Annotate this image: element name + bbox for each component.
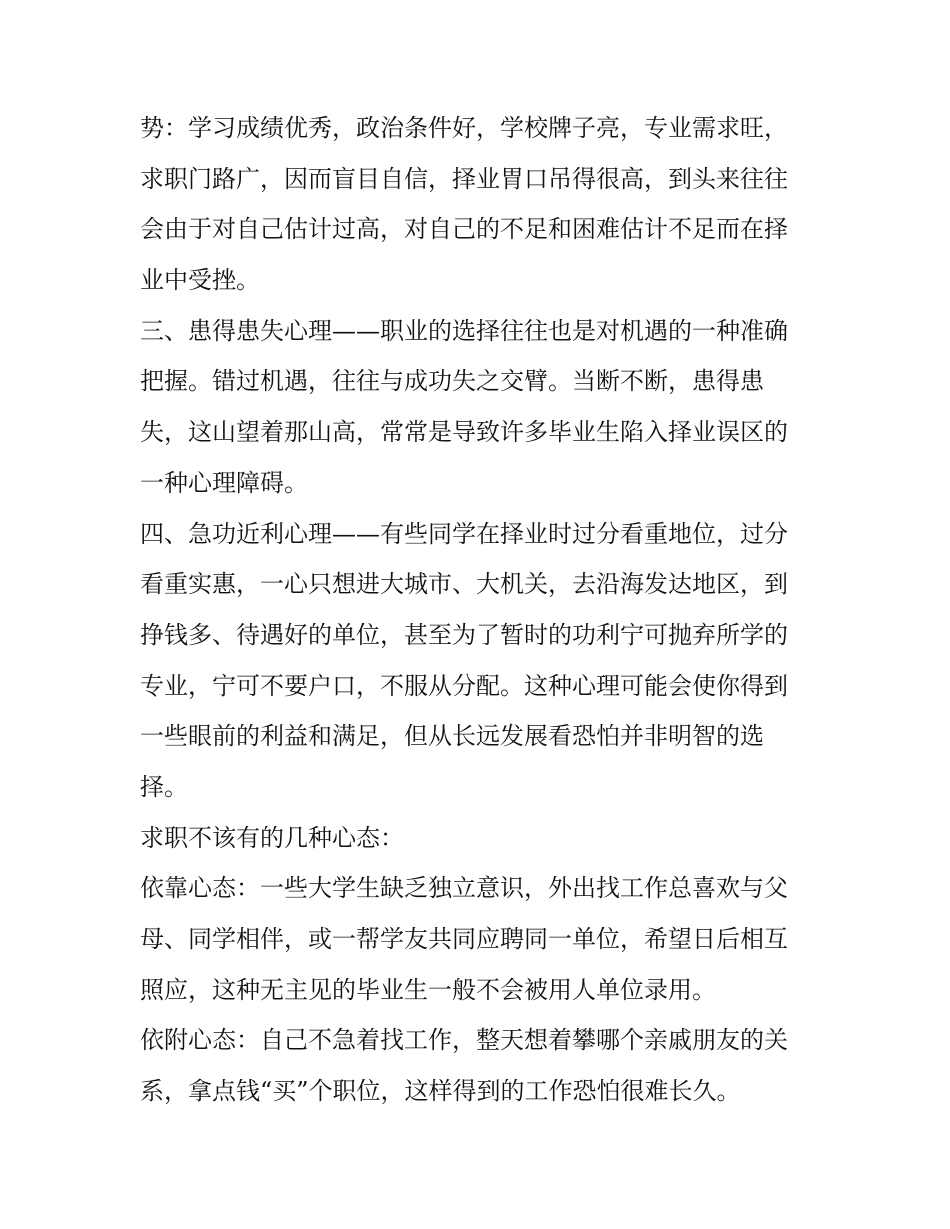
text-line: 看重实惠，一心只想进大城市、大机关，去沿海发达地区，到 [140, 570, 788, 599]
text-line: 择。 [140, 772, 188, 801]
text-line: 业中受挫。 [140, 266, 260, 295]
text-line: 把握。错过机遇，往往与成功失之交臂。当断不断，患得患 [140, 367, 764, 396]
text-line: 势：学习成绩优秀，政治条件好，学校牌子亮，专业需求旺， [140, 114, 788, 142]
text-line: 一种心理障碍。 [140, 468, 308, 497]
text-line: 专业，宁可不要户口，不服从分配。这种心理可能会使你得到 [140, 671, 788, 700]
text-line: 母、同学相伴，或一帮学友共同应聘同一单位，希望日后相互 [140, 925, 788, 953]
text-line: 一些眼前的利益和满足，但从长远发展看恐怕并非明智的选 [140, 722, 764, 751]
text-line: 依附心态：自己不急着找工作，整天想着攀哪个亲戚朋友的关 [140, 1026, 788, 1055]
text-line: 系，拿点钱“买”个职位，这样得到的工作恐怕很难长久。 [140, 1077, 741, 1106]
text-line: 依靠心态：一些大学生缺乏独立意识，外出找工作总喜欢与父 [140, 874, 788, 903]
text-line: 照应，这种无主见的毕业生一般不会被用人单位录用。 [140, 975, 716, 1004]
text-line: 会由于对自己估计过高，对自己的不足和困难估计不足而在择 [140, 215, 788, 244]
text-line: 四、急功近利心理——有些同学在择业时过分看重地位，过分 [140, 519, 788, 548]
text-line: 失，这山望着那山高，常常是导致许多毕业生陷入择业误区的 [140, 418, 788, 447]
text-line: 三、患得患失心理——职业的选择往往也是对机遇的一种准确 [140, 316, 788, 345]
text-line: 求职不该有的几种心态： [140, 823, 404, 852]
text-line: 求职门路广，因而盲目自信，择业胃口吊得很高，到头来往往 [140, 164, 788, 193]
text-line: 挣钱多、待遇好的单位，甚至为了暂时的功利宁可抛弃所学的 [140, 620, 788, 649]
body-text [140, 103, 820, 1117]
